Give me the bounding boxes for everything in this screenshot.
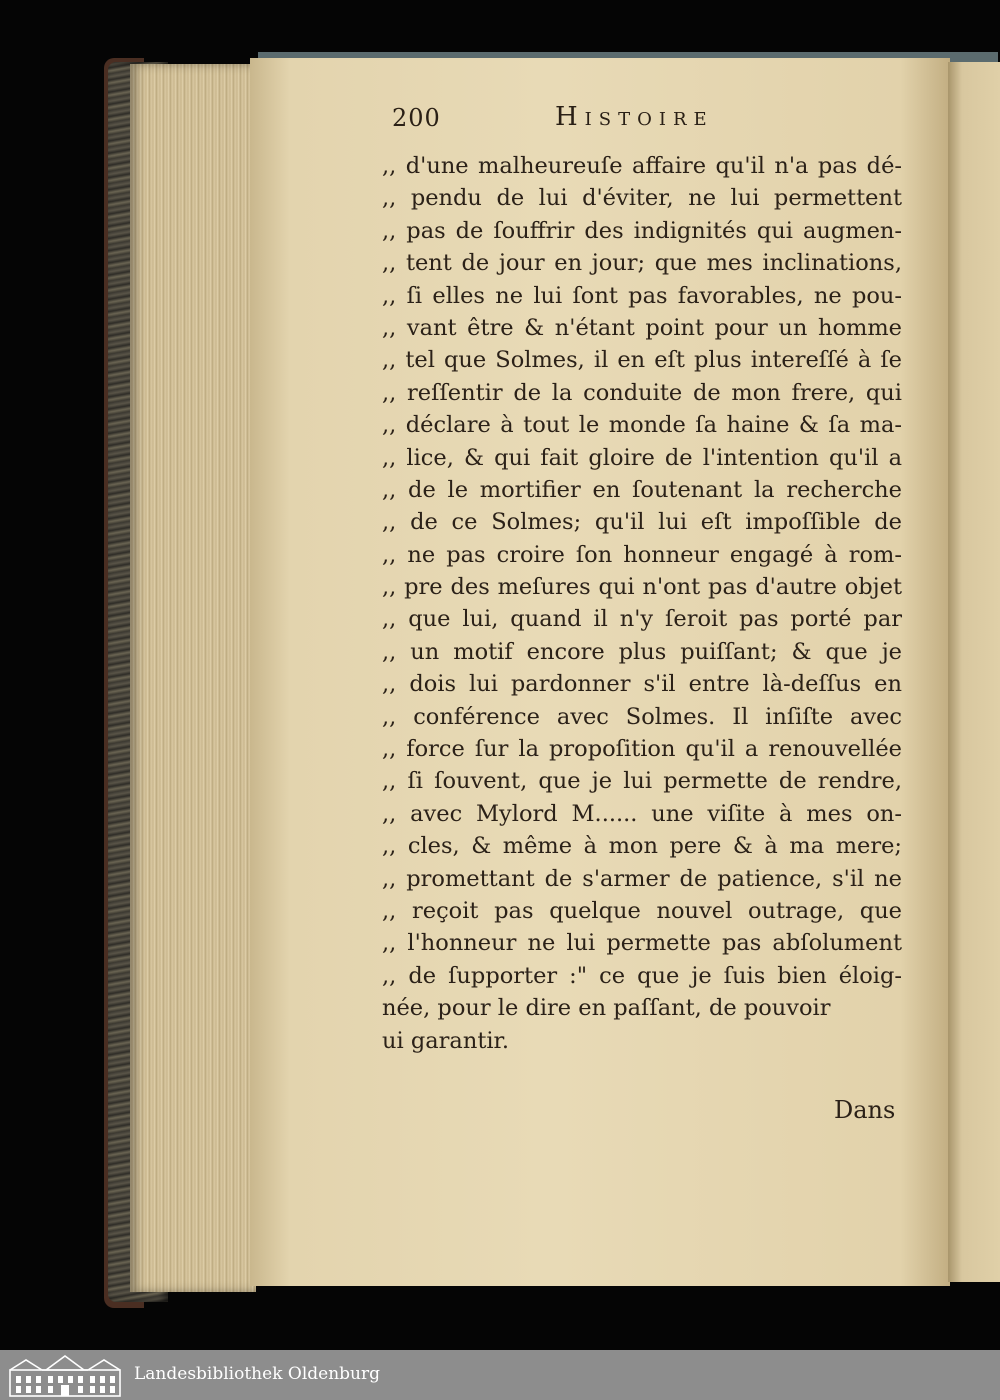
text-line: ,, pas de ſouffrir des indignités qui augmen- <box>382 217 902 244</box>
text-line: ,, déclare à tout le monde ſa haine & ſa ma- <box>382 412 902 439</box>
page-header <box>392 104 792 140</box>
text-line: ,, d'une malheureuſe affaire qu'il n'a pas dé- <box>382 153 902 179</box>
text-line: ,, de ce Solmes; qu'il lui eſt impoſſible de <box>382 509 902 536</box>
running-title: Histoire <box>555 102 714 132</box>
text-line: ui garantir. <box>382 1027 509 1054</box>
text-line: ,, ne pas croire ſon honneur engagé à rom- <box>382 541 902 568</box>
footer-bar <box>0 1350 1000 1400</box>
text-line: ,, cles, & même à mon pere & à ma mere; <box>382 833 902 860</box>
text-line: ,, l'honneur ne lui permette pas abſolument <box>382 930 902 957</box>
text-line: ,, pre des meſures qui n'ont pas d'autre objet <box>382 574 902 601</box>
text-line: ,, ſi ſouvent, que je lui permette de rendre, <box>382 768 902 795</box>
text-line: ,, reçoit pas quelque nouvel outrage, que <box>382 897 902 924</box>
library-building-icon <box>6 1352 124 1398</box>
library-name: Landesbibliothek Oldenburg <box>134 1364 381 1384</box>
catchword: Dans <box>834 1096 896 1124</box>
text-line: ,, lice, & qui fait gloire de l'intention qu'il a <box>382 444 902 471</box>
text-line: ,, ſi elles ne lui ſont pas favorables, ne pou- <box>382 282 902 309</box>
page-number: 200 <box>392 104 441 132</box>
text-line: ,, tent de jour en jour; que mes inclinations, <box>382 250 902 277</box>
body-text <box>382 150 902 1057</box>
text-line: ,, avec Mylord M...... une viſite à mes on- <box>382 800 902 827</box>
facing-page <box>948 62 1000 1282</box>
text-line: ,, conférence avec Solmes. Il inſiſte avec <box>382 703 902 730</box>
text-line: ,, reſſentir de la conduite de mon frere, qui <box>382 379 902 406</box>
text-line: ,, vant être & n'étant point pour un homme <box>382 314 902 341</box>
text-line: ,, un motif encore plus puiſſant; & que je <box>382 638 902 665</box>
text-line: née, pour le dire en paſſant, de pouvoir <box>382 995 831 1022</box>
text-line: ,, dois lui pardonner s'il entre là-deſſus en <box>382 671 902 698</box>
page-edges <box>130 64 256 1292</box>
text-line: ,, que lui, quand il n'y ſeroit pas porté par <box>382 606 902 633</box>
text-line: ,, promettant de s'armer de patience, s'il ne <box>382 865 902 892</box>
text-line: ,, tel que Solmes, il en eſt plus intereſſé à ſe <box>382 347 902 374</box>
text-line: ,, de le mortifier en ſoutenant la recherche <box>382 476 902 503</box>
text-line: ,, de ſupporter :" ce que je ſuis bien éloig- <box>382 962 902 989</box>
text-line: ,, force ſur la propoſition qu'il a renouvellée <box>382 736 902 763</box>
text-line: ,, pendu de lui d'éviter, ne lui permettent <box>382 185 902 212</box>
